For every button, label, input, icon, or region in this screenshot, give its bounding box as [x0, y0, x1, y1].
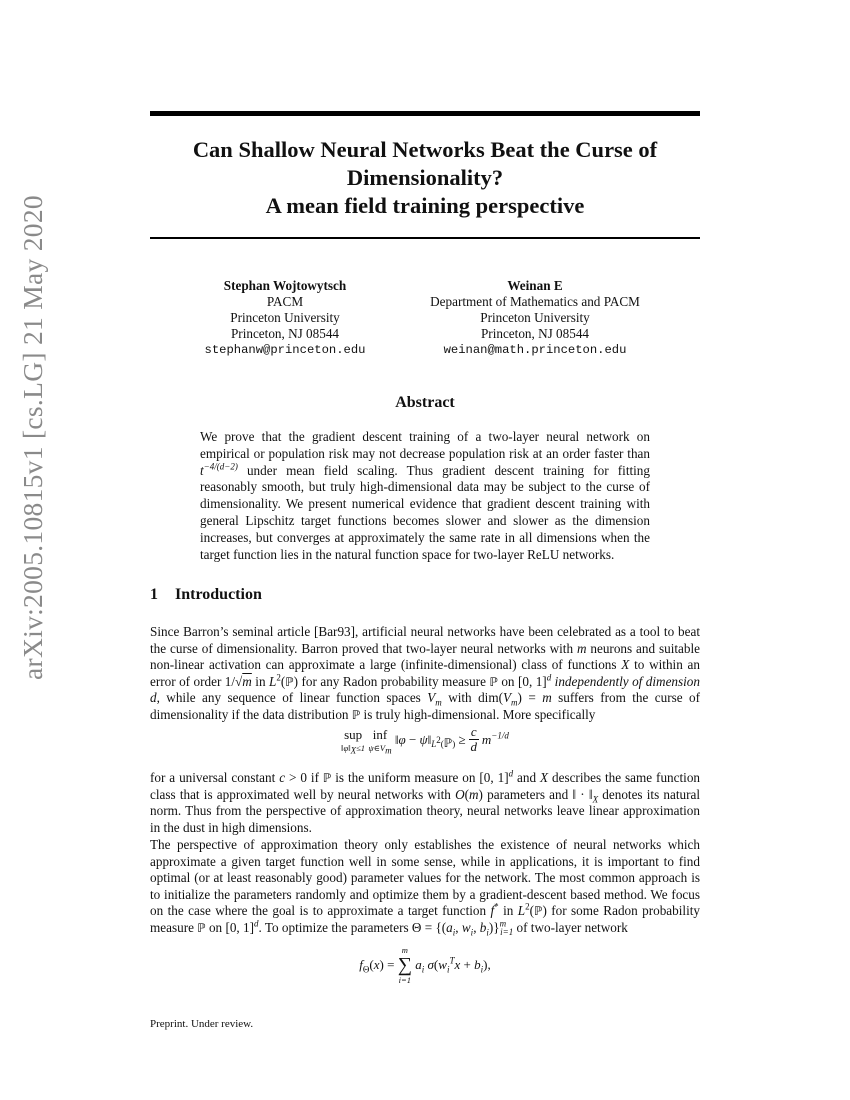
author-name: Stephan Wojtowytsch: [223, 278, 347, 293]
title-top-rule: [150, 111, 700, 116]
author-affiliation: Department of Mathematics and PACM: [430, 294, 640, 309]
paragraph: Since Barron’s seminal article [Bar93], artificial neural networks have been celebrated as a tool to beat the curse of dimensionality. Barron proved that two-layer neural networks with m neurons and suitable non-linear activation can approximate a large (infinite-dimensional) class of functions X to within an error of order 1/√m in $L^2(ℙ)$ for any Radon probability measure ℙ on [0, 1]$^d$ independently of dimension d, while any sequence of linear function spaces $V_m$ with $dim(V_m) = m$ suffers from the curse of dimensionality if the data distribution ℙ is truly high-dimensional. More specifically: [150, 624, 701, 722]
paragraph: The perspective of approximation theory only establishes the existence of neural networks which approximate a given target function well in some sense, while in applications, it is important to find optimal (or at least reasonably good) parameter values for the network. The most common approach is to initialize the parameters randomly and optimize them by a gradient-descent based method. We focus on the case where the goal is to approximate a target function f* in $L^2(ℙ)$ for some Radon probability measure ℙ on [0, 1]$^d$. To optimize the parameters $\Theta = \{(a_i$, $w_i$, $b_i)\}^m_{i=1}$ of two-layer network: [150, 837, 700, 938]
title-line: A mean field training perspective: [265, 193, 585, 218]
author-block: [175, 278, 395, 358]
author-affiliation: PACM: [266, 294, 304, 309]
section-heading: 1 Introduction: [150, 586, 262, 603]
arxiv-sidebar-stamp: arXiv:2005.10815v1 [cs.LG] 21 May 2020: [17, 195, 48, 680]
paragraph: for a universal constant c > 0 if ℙ is the uniform measure on [0, 1]$^d$ and X describes the same function class that is approximated well by neural networks with O(m) parameters and ‖ · $‖_X$ denotes its natural norm. Thus from the perspective of approximation theory, neural networks leave linear approximation in the dust in high dimensions.: [150, 768, 701, 835]
author-university: Princeton University: [230, 310, 340, 325]
abstract-heading: Abstract: [395, 394, 455, 411]
author-address: Princeton, NJ 08544: [480, 326, 590, 341]
author-email[interactable]: stephanw@princeton.edu: [204, 343, 366, 357]
author-email[interactable]: weinan@math.princeton.edu: [443, 343, 627, 357]
equation-network-definition: $f_\Theta(x)$ = m ∑ i=1 $a_i$ $\sigma(w_i^Tx + b_i)$,: [359, 945, 491, 985]
footer-note: Preprint. Under review.: [150, 1018, 254, 1030]
author-address: Princeton, NJ 08544: [230, 326, 340, 341]
author-university: Princeton University: [480, 310, 590, 325]
equation-approximation-bound: sup $‖\varphi‖_X\le 1$ inf $\psi\in V_m$ ‖φ − $\psi‖_{L^2(ℙ)}$ ≥ $\frac{c}{d}$ $m^{-1/d}$: [341, 724, 509, 756]
title-bottom-rule: [150, 237, 700, 239]
abstract-text: We prove that the gradient descent training of a two-layer neural network on empirical or population risk may not decrease population risk at an order faster than $t^{-4/(d-2)}$ under mean field scaling. Thus gradient descent training for fitting reasonably smooth, but truly high-dimensional data may be subject to the curse of dimensionality. We present numerical evidence that gradient descent training with general Lipschitz target functions becomes slower and slower as the dimension increases, but converges at approximately the same rate in all dimensions when the target function lies in the natural function space for two-layer ReLU networks.: [200, 429, 650, 562]
author-block: [405, 278, 665, 358]
title-line: Dimensionality?: [346, 165, 504, 190]
author-name: Weinan E: [507, 278, 563, 293]
title-line: Can Shallow Neural Networks Beat the Curse of: [192, 137, 658, 162]
paper-title: [150, 136, 700, 220]
